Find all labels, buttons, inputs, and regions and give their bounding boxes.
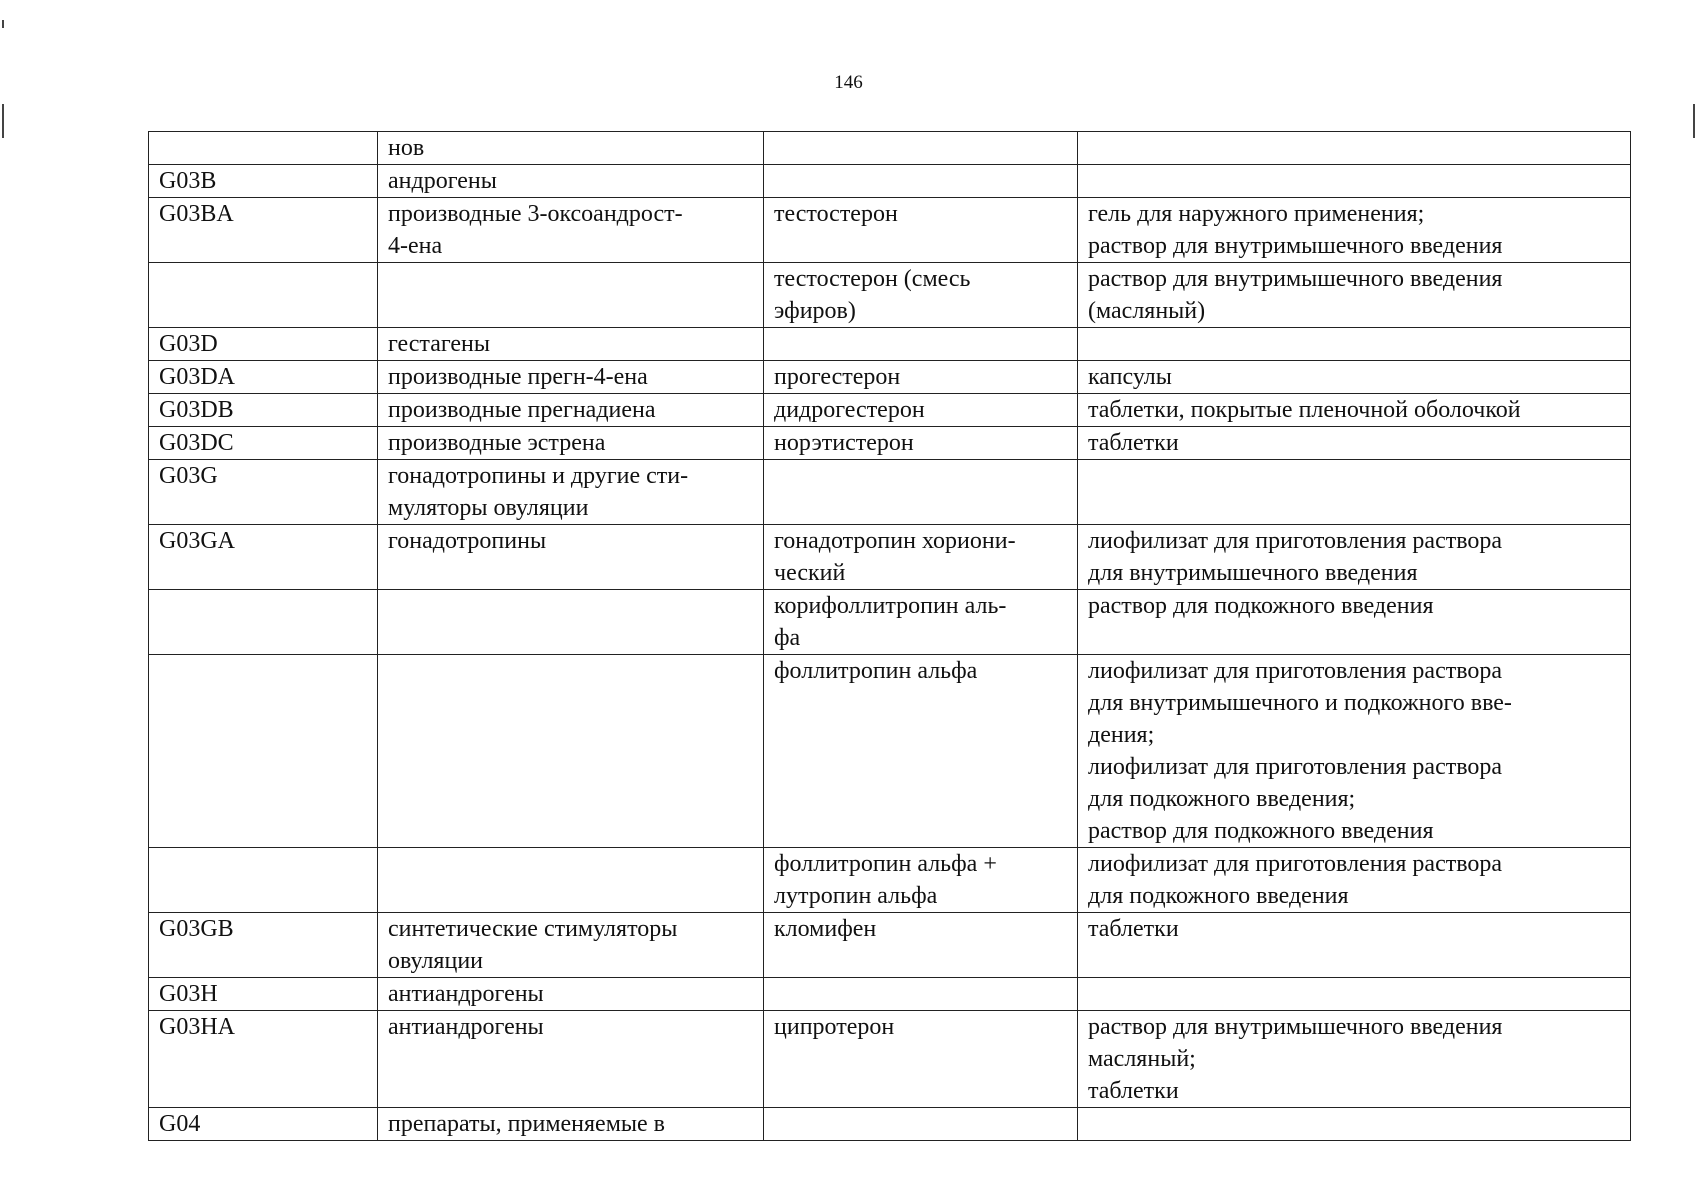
group-cell: препараты, применяемые в <box>378 1108 764 1141</box>
atc-code-cell: G04 <box>149 1108 378 1141</box>
table-row <box>149 913 1631 978</box>
substance-cell <box>764 328 1078 361</box>
atc-code-cell: G03GB <box>149 913 378 978</box>
dosage-forms-cell <box>1078 165 1631 198</box>
atc-code-cell: G03DB <box>149 394 378 427</box>
substance-cell: норэтистерон <box>764 427 1078 460</box>
substance-cell: ципротерон <box>764 1011 1078 1108</box>
group-cell: производные 3-оксоандрост- 4-ена <box>378 198 764 263</box>
dosage-forms-cell: лиофилизат для приготовления раствора для внутримышечного и подкожного вве- дения; лиофилизат для приготовления раствора для подкожного введения; раствор для подкожного введения <box>1078 655 1631 848</box>
dosage-forms-cell: лиофилизат для приготовления раствора для подкожного введения <box>1078 848 1631 913</box>
dosage-forms-cell: раствор для внутримышечного введения масляный; таблетки <box>1078 1011 1631 1108</box>
scan-mark-left-middle <box>2 104 4 138</box>
dosage-forms-cell <box>1078 132 1631 165</box>
table-row <box>149 460 1631 525</box>
dosage-forms-cell: раствор для подкожного введения <box>1078 590 1631 655</box>
scan-mark-right-middle <box>1693 104 1695 138</box>
group-cell: андрогены <box>378 165 764 198</box>
table-row <box>149 590 1631 655</box>
dosage-forms-cell <box>1078 1108 1631 1141</box>
group-cell: антиандрогены <box>378 1011 764 1108</box>
atc-code-cell: G03B <box>149 165 378 198</box>
table-row <box>149 427 1631 460</box>
substance-cell <box>764 460 1078 525</box>
substance-cell <box>764 132 1078 165</box>
group-cell: антиандрогены <box>378 978 764 1011</box>
group-cell <box>378 848 764 913</box>
dosage-forms-cell <box>1078 978 1631 1011</box>
group-cell: синтетические стимуляторы овуляции <box>378 913 764 978</box>
atc-code-cell: G03GA <box>149 525 378 590</box>
substance-cell <box>764 978 1078 1011</box>
dosage-forms-cell: таблетки <box>1078 913 1631 978</box>
substance-cell: корифоллитропин аль- фа <box>764 590 1078 655</box>
drug-list-table <box>148 131 1631 1141</box>
group-cell <box>378 655 764 848</box>
dosage-forms-cell <box>1078 460 1631 525</box>
table-row <box>149 361 1631 394</box>
atc-code-cell <box>149 132 378 165</box>
group-cell: нов <box>378 132 764 165</box>
dosage-forms-cell: раствор для внутримышечного введения (масляный) <box>1078 263 1631 328</box>
atc-code-cell: G03HA <box>149 1011 378 1108</box>
table-row <box>149 165 1631 198</box>
substance-cell: тестостерон <box>764 198 1078 263</box>
atc-code-cell: G03H <box>149 978 378 1011</box>
table-body <box>149 132 1631 1141</box>
scan-mark-left-top <box>2 20 4 28</box>
atc-code-cell <box>149 263 378 328</box>
substance-cell: фоллитропин альфа + лутропин альфа <box>764 848 1078 913</box>
table-row <box>149 198 1631 263</box>
group-cell <box>378 590 764 655</box>
table-row <box>149 525 1631 590</box>
table-row <box>149 848 1631 913</box>
table-row <box>149 1108 1631 1141</box>
dosage-forms-cell: таблетки <box>1078 427 1631 460</box>
dosage-forms-cell <box>1078 328 1631 361</box>
substance-cell <box>764 165 1078 198</box>
atc-code-cell <box>149 848 378 913</box>
atc-code-cell: G03D <box>149 328 378 361</box>
substance-cell: кломифен <box>764 913 1078 978</box>
group-cell: производные прегнадиена <box>378 394 764 427</box>
group-cell: гестагены <box>378 328 764 361</box>
substance-cell: тестостерон (смесь эфиров) <box>764 263 1078 328</box>
substance-cell: фоллитропин альфа <box>764 655 1078 848</box>
substance-cell <box>764 1108 1078 1141</box>
atc-code-cell <box>149 655 378 848</box>
atc-code-cell <box>149 590 378 655</box>
dosage-forms-cell: таблетки, покрытые пленочной оболочкой <box>1078 394 1631 427</box>
dosage-forms-cell: капсулы <box>1078 361 1631 394</box>
dosage-forms-cell: лиофилизат для приготовления раствора для внутримышечного введения <box>1078 525 1631 590</box>
page-number: 146 <box>834 72 863 93</box>
group-cell: производные эстрена <box>378 427 764 460</box>
table-row <box>149 263 1631 328</box>
atc-code-cell: G03G <box>149 460 378 525</box>
atc-code-cell: G03DC <box>149 427 378 460</box>
table-row <box>149 1011 1631 1108</box>
atc-code-cell: G03BA <box>149 198 378 263</box>
group-cell <box>378 263 764 328</box>
substance-cell: прогестерон <box>764 361 1078 394</box>
group-cell: гонадотропины и другие сти- муляторы овуляции <box>378 460 764 525</box>
atc-code-cell: G03DA <box>149 361 378 394</box>
table-row <box>149 978 1631 1011</box>
table-row <box>149 394 1631 427</box>
table-row <box>149 655 1631 848</box>
table-row <box>149 132 1631 165</box>
group-cell: производные прегн-4-ена <box>378 361 764 394</box>
dosage-forms-cell: гель для наружного применения; раствор для внутримышечного введения <box>1078 198 1631 263</box>
substance-cell: дидрогестерон <box>764 394 1078 427</box>
table-row <box>149 328 1631 361</box>
substance-cell: гонадотропин хориони- ческий <box>764 525 1078 590</box>
group-cell: гонадотропины <box>378 525 764 590</box>
